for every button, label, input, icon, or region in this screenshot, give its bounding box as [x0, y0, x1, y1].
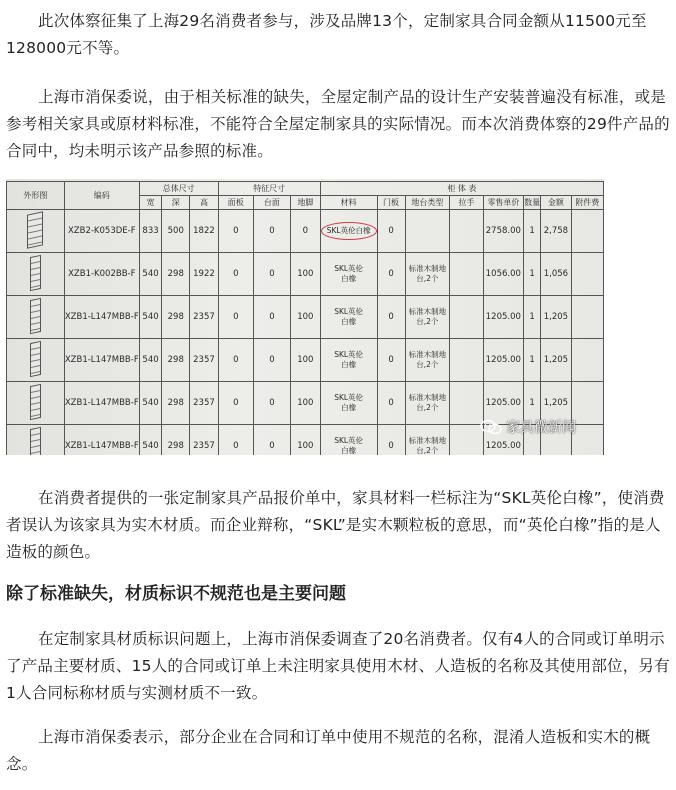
cell-unit-price: 1205.00 [483, 296, 524, 339]
cell-width: 540 [139, 296, 161, 339]
cell-handle [450, 210, 483, 253]
header-side-panel: 面板 [218, 196, 253, 210]
cell-height: 2357 [190, 382, 218, 425]
cell-qty: 1 [524, 382, 541, 425]
cell-width: 540 [139, 253, 161, 296]
header-countertop: 台面 [253, 196, 290, 210]
watermark [480, 417, 576, 437]
header-accessories: 附件费 [571, 196, 603, 210]
cell-material: SKL英伦白橡 [334, 264, 364, 283]
circled-material-label: SKL英伦白橡 [321, 222, 377, 240]
paragraph-quotation-label: 在消费者提供的一张定制家具产品报价单中，家具材料一栏标注为“SKL英伦白橡”，使消费者误认为该家具为实木材质。而企业辩称，“SKL”是实木颗粒板的意思，而“英伦白橡”指的是人造板的颜色。 [6, 489, 665, 561]
cell-code: XZB2-K053DE-F [64, 210, 139, 253]
cell-code: XZB1-K002BB-F [64, 253, 139, 296]
cell-handle [450, 425, 483, 456]
cabinet-icon [30, 383, 41, 419]
cabinet-drawing [7, 339, 65, 382]
cell-base: 标准木制地台,2个 [408, 307, 447, 326]
header-depth: 深 [162, 196, 190, 210]
cabinet-icon [27, 211, 43, 248]
cell-qty: 1 [524, 296, 541, 339]
cell-material: SKL英伦白橡 [334, 350, 364, 369]
cell-height: 1822 [190, 210, 218, 253]
paragraph-standards-missing: 上海市消保委说，由于相关标准的缺失，全屋定制产品的设计生产安装普遍没有标准，或是参考相关家具或原材料标准，不能符合全屋定制家具的实际情况。而本次消费体察的29件产品的合同中，均未明示该产品参照的标准。 [6, 88, 670, 160]
cell-kick: 100 [290, 253, 320, 296]
cell-accessories [571, 253, 603, 296]
table-row [7, 210, 604, 253]
cell-side-panel: 0 [218, 382, 253, 425]
cabinet-icon [30, 254, 41, 290]
cell-accessories [571, 210, 603, 253]
cell-base: 标准木制地台,2个 [408, 393, 447, 412]
cell-unit-price: 1205.00 [483, 339, 524, 382]
cell-countertop: 0 [253, 382, 290, 425]
cell-door: 0 [377, 296, 405, 339]
cell-width: 540 [139, 425, 161, 456]
cell-handle [450, 296, 483, 339]
header-door: 门板 [377, 196, 405, 210]
cabinet-icon [30, 297, 41, 333]
cell-depth: 298 [162, 253, 190, 296]
cell-unit-price: 2758.00 [483, 210, 524, 253]
cell-height: 2357 [190, 296, 218, 339]
cell-accessories [571, 339, 603, 382]
header-kick: 地脚 [290, 196, 320, 210]
cell-side-panel: 0 [218, 425, 253, 456]
cell-depth: 298 [162, 339, 190, 382]
cell-code: XZB1-L147MBB-F [64, 425, 139, 456]
header-unit-price: 零售单价 [483, 196, 524, 210]
cell-handle [450, 382, 483, 425]
cell-amount: 1,205 [541, 382, 572, 425]
wechat-icon [480, 419, 502, 435]
cell-width: 540 [139, 382, 161, 425]
table-row [7, 296, 604, 339]
watermark-label: 家具微新闻 [506, 420, 576, 436]
cabinet-spec-table [6, 181, 604, 455]
cabinet-drawing [7, 296, 65, 339]
cell-base: 标准木制地台,2个 [408, 264, 447, 283]
cell-amount: 2,758 [541, 210, 572, 253]
cell-kick: 0 [290, 210, 320, 253]
cabinet-icon [30, 426, 41, 455]
cell-qty: 1 [524, 210, 541, 253]
cabinet-drawing [7, 382, 65, 425]
cell-amount: 1,205 [541, 296, 572, 339]
quotation-photo [6, 179, 604, 455]
cell-side-panel: 0 [218, 296, 253, 339]
cell-side-panel: 0 [218, 210, 253, 253]
cell-door: 0 [377, 425, 405, 456]
cell-door: 0 [377, 339, 405, 382]
header-image: 外形图 [7, 182, 65, 210]
cell-base: 标准木制地台,2个 [408, 436, 447, 455]
cell-door: 0 [377, 382, 405, 425]
cell-depth: 500 [162, 210, 190, 253]
header-handle: 拉手 [450, 196, 483, 210]
cell-unit-price: 1056.00 [483, 253, 524, 296]
cabinet-drawing [7, 425, 65, 456]
cell-unit-price: 1205.00 [483, 382, 524, 425]
cell-height: 1922 [190, 253, 218, 296]
cell-code: XZB1-L147MBB-F [64, 339, 139, 382]
cell-handle [450, 339, 483, 382]
cell-door: 0 [377, 210, 405, 253]
cell-height: 2357 [190, 339, 218, 382]
cell-kick: 100 [290, 296, 320, 339]
table-row [7, 339, 604, 382]
paragraph-material-survey: 在定制家具材质标识问题上，上海市消保委调查了20名消费者。仅有4人的合同或订单明示了产品主要材质、15人的合同或订单上未注明家具使用木材、人造板的名称及其使用部位，另有1人合同标称材质与实测材质不一致。 [6, 630, 670, 702]
header-qty: 数量 [524, 196, 541, 210]
cell-side-panel: 0 [218, 253, 253, 296]
header-amount: 金额 [541, 196, 572, 210]
table-row [7, 253, 604, 296]
cell-qty: 1 [524, 253, 541, 296]
quotation-sheet [6, 179, 604, 455]
paragraph-conclusion: 上海市消保委表示，部分企业在合同和订单中使用不规范的名称，混淆人造板和实木的概念。 [6, 728, 651, 773]
cell-depth: 298 [162, 425, 190, 456]
cell-countertop: 0 [253, 210, 290, 253]
paragraph-survey-intro: 此次体察征集了上海29名消费者参与，涉及品牌13个，定制家具合同金额从11500元至128000元不等。 [6, 12, 647, 57]
header-height: 高 [190, 196, 218, 210]
cell-kick: 100 [290, 382, 320, 425]
cell-unit-price: 1205.00 [483, 425, 524, 456]
cabinet-drawing [7, 210, 65, 253]
cell-accessories [571, 296, 603, 339]
cell-depth: 298 [162, 296, 190, 339]
cell-side-panel: 0 [218, 339, 253, 382]
cell-kick: 100 [290, 339, 320, 382]
cell-qty: 1 [524, 339, 541, 382]
header-base-type: 地台类型 [405, 196, 450, 210]
cell-countertop: 0 [253, 339, 290, 382]
cell-amount: 1,056 [541, 253, 572, 296]
cell-material: SKL英伦白橡 [334, 436, 364, 455]
table-title: 柜 体 表 [320, 182, 603, 196]
cell-material: SKL英伦白橡 [334, 307, 364, 326]
cell-amount: 1,205 [541, 339, 572, 382]
header-material: 材料 [320, 196, 377, 210]
cell-base: 标准木制地台,2个 [408, 350, 447, 369]
section-heading: 除了标准缺失，材质标识不规范也是主要问题 [6, 584, 346, 604]
cell-handle [450, 253, 483, 296]
cell-material: SKL英伦白橡 [334, 393, 364, 412]
header-code: 编码 [64, 182, 139, 210]
cabinet-icon [30, 340, 41, 376]
cell-height: 2357 [190, 425, 218, 456]
header-overall-size: 总体尺寸 [139, 182, 218, 196]
cell-width: 833 [139, 210, 161, 253]
cell-code: XZB1-L147MBB-F [64, 382, 139, 425]
cabinet-drawing [7, 253, 65, 296]
cell-kick: 100 [290, 425, 320, 456]
cell-base [405, 210, 450, 253]
cell-countertop: 0 [253, 253, 290, 296]
cell-countertop: 0 [253, 425, 290, 456]
header-special-size: 特征尺寸 [218, 182, 320, 196]
cell-countertop: 0 [253, 296, 290, 339]
cell-door: 0 [377, 253, 405, 296]
cell-depth: 298 [162, 382, 190, 425]
cell-code: XZB1-L147MBB-F [64, 296, 139, 339]
header-width: 宽 [139, 196, 161, 210]
cell-width: 540 [139, 339, 161, 382]
